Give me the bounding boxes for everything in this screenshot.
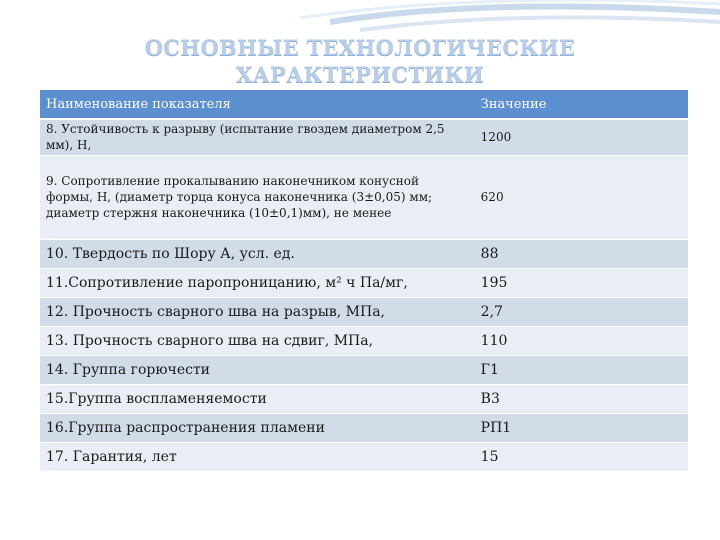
row-value: 15 [475, 442, 688, 471]
table-row [40, 326, 688, 355]
title-line-1: ОСНОВНЫЕ ТЕХНОЛОГИЧЕСКИЕ [144, 35, 576, 60]
row-value: 2,7 [475, 297, 688, 326]
table-row [40, 155, 688, 239]
characteristics-table [40, 90, 688, 472]
table-row [40, 384, 688, 413]
page-title [0, 34, 720, 88]
table-header-row [40, 90, 688, 119]
table-row [40, 297, 688, 326]
row-name: 9. Сопротивление прокалыванию наконечником конусной формы, Н, (диаметр торца конуса наконечника (3±0,05) мм; диаметр стержня наконечника (10±0,1)мм), не менее [40, 155, 475, 239]
row-value: 88 [475, 239, 688, 268]
table-row [40, 119, 688, 155]
row-name: 17. Гарантия, лет [40, 442, 475, 471]
row-name: 14. Группа горючести [40, 355, 475, 384]
table-row [40, 239, 688, 268]
row-name: 8. Устойчивость к разрыву (испытание гвоздем диаметром 2,5 мм), Н, [40, 119, 475, 155]
title-line-2: ХАРАКТЕРИСТИКИ [236, 62, 484, 87]
column-header-name: Наименование показателя [40, 90, 475, 119]
row-value: В3 [475, 384, 688, 413]
table-row [40, 355, 688, 384]
row-name: 15.Группа воспламеняемости [40, 384, 475, 413]
row-value: 620 [475, 155, 688, 239]
row-value: РП1 [475, 413, 688, 442]
table-row [40, 268, 688, 297]
row-value: 195 [475, 268, 688, 297]
column-header-value: Значение [475, 90, 688, 119]
row-name: 11.Сопротивление паропроницанию, м² ч Па/мг, [40, 268, 475, 297]
row-value: Г1 [475, 355, 688, 384]
row-value: 110 [475, 326, 688, 355]
row-name: 10. Твердость по Шору А, усл. ед. [40, 239, 475, 268]
table-row [40, 442, 688, 471]
row-value: 1200 [475, 119, 688, 155]
row-name: 13. Прочность сварного шва на сдвиг, МПа, [40, 326, 475, 355]
row-name: 12. Прочность сварного шва на разрыв, МПа, [40, 297, 475, 326]
row-name: 16.Группа распространения пламени [40, 413, 475, 442]
table-row [40, 413, 688, 442]
